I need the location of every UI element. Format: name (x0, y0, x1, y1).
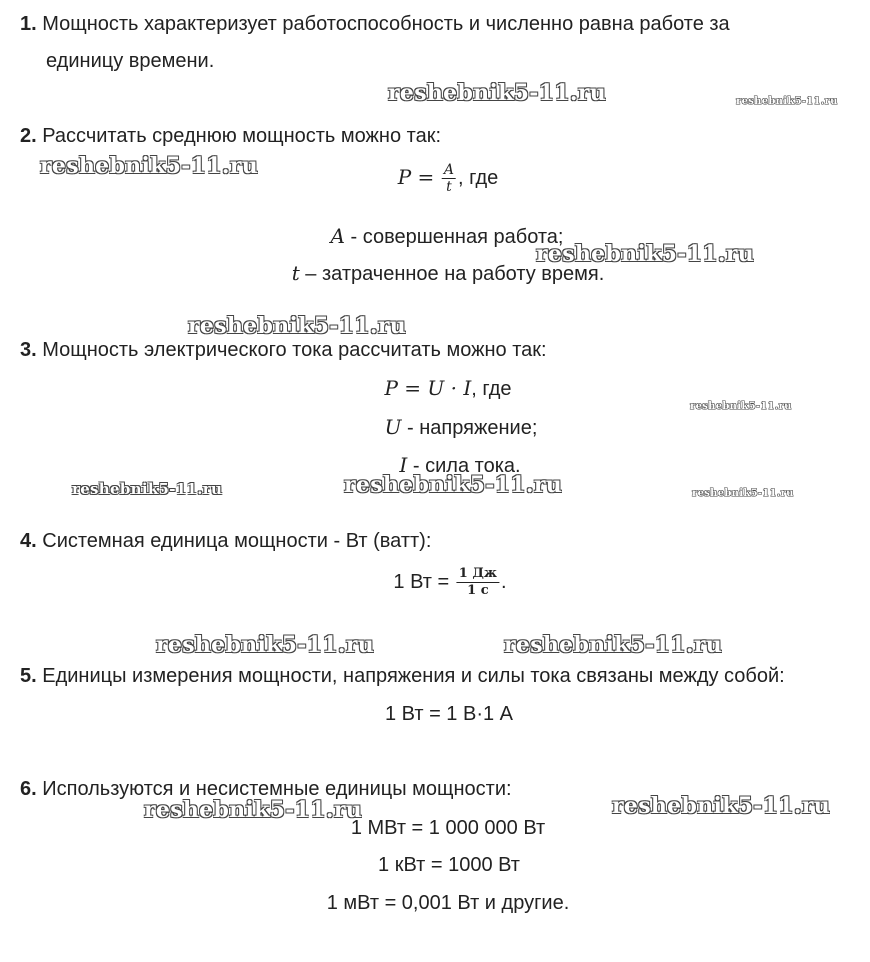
fraction-denominator: 1 с (467, 583, 489, 598)
formula-kilowatt: 1 кВт = 1000 Вт (378, 854, 520, 876)
symbol: A (330, 224, 345, 248)
formula-megawatt: 1 МВт = 1 000 000 Вт (350, 817, 546, 839)
watermark: reshebnik5-11.ru (156, 632, 375, 658)
item-text: Мощность электрического тока рассчитать можно так: (42, 339, 547, 361)
formula-watt (393, 566, 506, 599)
watermark: reshebnik5-11.ru (40, 153, 259, 179)
definition-text: - напряжение; (401, 417, 538, 439)
item-3 (20, 338, 547, 362)
fraction-numerator: 1 Дж (458, 566, 498, 581)
watermark: reshebnik5-11.ru (612, 793, 831, 819)
fraction (442, 162, 456, 195)
item-text: Рассчитать среднюю мощность можно так: (42, 125, 441, 147)
formula-milliwatt: 1 мВт = 0,001 Вт и другие. (326, 892, 570, 914)
formula-rest: , где (471, 378, 512, 400)
symbol: I (399, 453, 408, 477)
formula-lhs: 1 Вт = (393, 570, 450, 593)
watermark: reshebnik5-11.ru (344, 472, 563, 498)
item-4 (20, 529, 431, 553)
item-number: 6. (20, 778, 37, 800)
formula-rest: . (501, 570, 507, 593)
formula-units-relation: 1 Вт = 1 В·1 А (384, 703, 514, 725)
watermark: reshebnik5-11.ru (504, 632, 723, 658)
watermark: reshebnik5-11.ru (144, 797, 363, 823)
formula-electric-power (384, 376, 511, 401)
fraction-numerator: A (443, 162, 454, 178)
item-2 (20, 124, 441, 148)
formula-rest: , где (457, 166, 499, 189)
watermark: reshebnik5-11.ru (692, 488, 794, 499)
definition-voltage (385, 415, 538, 440)
fraction-denominator: t (446, 179, 452, 195)
formula-power-average (398, 162, 499, 195)
item-number: 3. (20, 339, 37, 361)
item-number: 5. (20, 665, 37, 687)
watermark: reshebnik5-11.ru (536, 241, 755, 267)
definition-text: – затраченное на работу время. (299, 263, 605, 285)
item-1-continuation: единицу времени. (46, 50, 215, 72)
item-text: Мощность характеризует работоспособность и численно равна работе за (42, 13, 730, 35)
item-number: 1. (20, 13, 37, 35)
watermark: reshebnik5-11.ru (690, 401, 792, 412)
fraction (457, 566, 499, 599)
definition-text: - совершенная работа; (344, 226, 564, 248)
formula-math: P = U · I (384, 376, 472, 400)
symbol: t (291, 261, 300, 285)
watermark: reshebnik5-11.ru (72, 480, 223, 498)
item-text: Системная единица мощности - Вт (ватт): (42, 530, 432, 552)
item-number: 4. (20, 530, 37, 552)
item-5 (20, 664, 785, 688)
item-text: Единицы измерения мощности, напряжения и силы тока связаны между собой: (42, 665, 785, 687)
definition-text: - сила тока. (407, 455, 521, 477)
watermark: reshebnik5-11.ru (388, 80, 607, 106)
item-number: 2. (20, 125, 37, 147)
item-1 (20, 12, 730, 36)
formula-lhs: P = (397, 164, 435, 189)
watermark: reshebnik5-11.ru (188, 313, 407, 339)
watermark: reshebnik5-11.ru (736, 96, 838, 107)
item-text: Используются и несистемные единицы мощности: (42, 778, 512, 800)
symbol: U (384, 415, 402, 439)
definition-work (331, 224, 564, 249)
